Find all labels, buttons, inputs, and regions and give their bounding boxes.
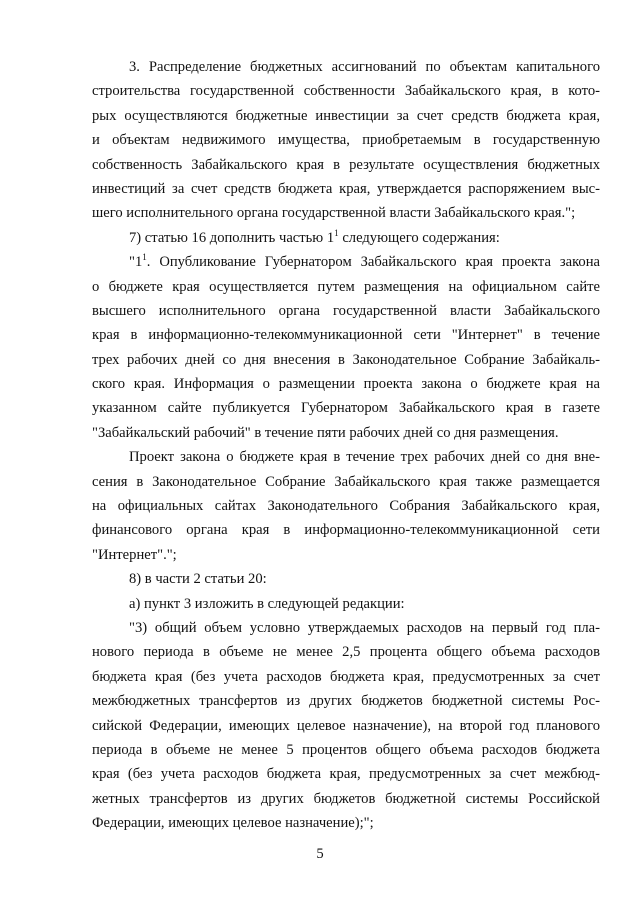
text-line-content: Федерации, имеющих целевое назначение);"; (92, 815, 374, 832)
text-line (92, 396, 600, 420)
text-line (92, 518, 600, 542)
text-line-content: периода в объеме не менее 5 процентов общего объема расходов бюджета (92, 741, 600, 758)
text-line-continuation: . Опубликование Губернатором Забайкальского края проекта закона (146, 254, 600, 271)
text-line (92, 104, 600, 128)
text-line-content: ского края. Информация о размещении проекта закона о бюджете края на (92, 376, 600, 393)
document-body (92, 55, 600, 836)
text-line (92, 616, 600, 640)
text-line (92, 128, 600, 152)
text-line-content: Проект закона о бюджете края в течение трех рабочих дней со дня вне- (129, 449, 600, 466)
text-line-content: жетных трансфертов из других бюджетов бюджетной системы Российской (92, 790, 600, 807)
text-line (92, 421, 600, 445)
text-line-content: и объектам недвижимого имущества, приобретаемым в государственную (92, 132, 600, 149)
text-line-content: рых осуществляются бюджетные инвестиции за счет средств бюджета края, (92, 107, 600, 124)
text-line (92, 640, 600, 664)
text-line (92, 348, 600, 372)
text-line-content: бюджета края (без учета расходов бюджета края, предусмотренных за счет (92, 668, 600, 685)
text-line (92, 299, 600, 323)
text-line-content: 8) в части 2 статьи 20: (129, 571, 267, 588)
text-line-content: нового периода в объеме не менее 2,5 процента общего объема расходов (92, 644, 600, 661)
text-line (92, 201, 600, 225)
text-line-content: края в информационно-телекоммуникационной сети "Интернет" в течение (92, 327, 600, 344)
text-line-content: инвестиций за счет средств бюджета края, утверждается распоряжением выс- (92, 180, 600, 197)
text-line-content: о бюджете края осуществляется путем размещения на официальном сайте (92, 278, 600, 295)
text-line-content: высшего исполнительного органа государственной власти Забайкальского (92, 302, 600, 319)
text-line-continuation: следующего содержания: (338, 229, 500, 246)
text-line (92, 153, 600, 177)
text-line-content: сийской Федерации, имеющих целевое назначение), на второй год планового (92, 717, 600, 734)
text-line (92, 79, 600, 103)
text-line (92, 689, 600, 713)
text-line-content: сения в Законодательное Собрание Забайкальского края также размещается (92, 473, 600, 490)
text-line (92, 445, 600, 469)
text-line-content: 7) статью 16 дополнить частью 1 (129, 229, 335, 246)
text-line-content: строительства государственной собственности Забайкальского края, в кото- (92, 83, 600, 100)
text-line (92, 177, 600, 201)
text-line-content: "1 (129, 254, 143, 271)
text-line (92, 543, 600, 567)
text-line (92, 275, 600, 299)
text-line (92, 567, 600, 591)
text-line-content: "Забайкальский рабочий" в течение пяти рабочих дней со дня размещения. (92, 424, 559, 441)
text-line-content: указанном сайте публикуется Губернатором Забайкальского края в газете (92, 400, 600, 417)
text-line (92, 738, 600, 762)
text-line (92, 470, 600, 494)
text-line (92, 592, 600, 616)
text-line (92, 226, 600, 250)
superscript: 1 (142, 252, 147, 263)
text-line (92, 811, 600, 835)
text-line-content: 3. Распределение бюджетных ассигнований по объектам капитального (129, 59, 600, 75)
text-line (92, 714, 600, 738)
text-line-content: межбюджетных трансфертов из других бюджетов бюджетной системы Рос- (92, 693, 600, 710)
page-number: 5 (316, 846, 324, 862)
text-line (92, 494, 600, 518)
text-line-content: а) пункт 3 изложить в следующей редакции: (129, 595, 405, 612)
text-line-content: финансового органа края в информационно-телекоммуникационной сети (92, 522, 600, 539)
text-line-content: "Интернет"."; (92, 546, 177, 563)
text-line (92, 323, 600, 347)
text-line (92, 250, 600, 274)
text-line-content: шего исполнительного органа государственной власти Забайкальского края."; (92, 205, 576, 222)
text-line (92, 787, 600, 811)
text-line-content: собственность Забайкальского края в результате осуществления бюджетных (92, 156, 600, 173)
text-line (92, 762, 600, 786)
text-line (92, 55, 600, 79)
text-line (92, 372, 600, 396)
text-line-content: "3) общий объем условно утверждаемых расходов на первый год пла- (129, 619, 600, 636)
superscript: 1 (334, 227, 339, 238)
text-line (92, 665, 600, 689)
text-line-content: трех рабочих дней со дня внесения в Законодательное Собрание Забайкаль- (92, 351, 600, 368)
text-line-content: на официальных сайтах Законодательного Собрания Забайкальского края, (92, 498, 600, 515)
text-line-content: края (без учета расходов бюджета края, предусмотренных за счет межбюд- (92, 766, 600, 783)
